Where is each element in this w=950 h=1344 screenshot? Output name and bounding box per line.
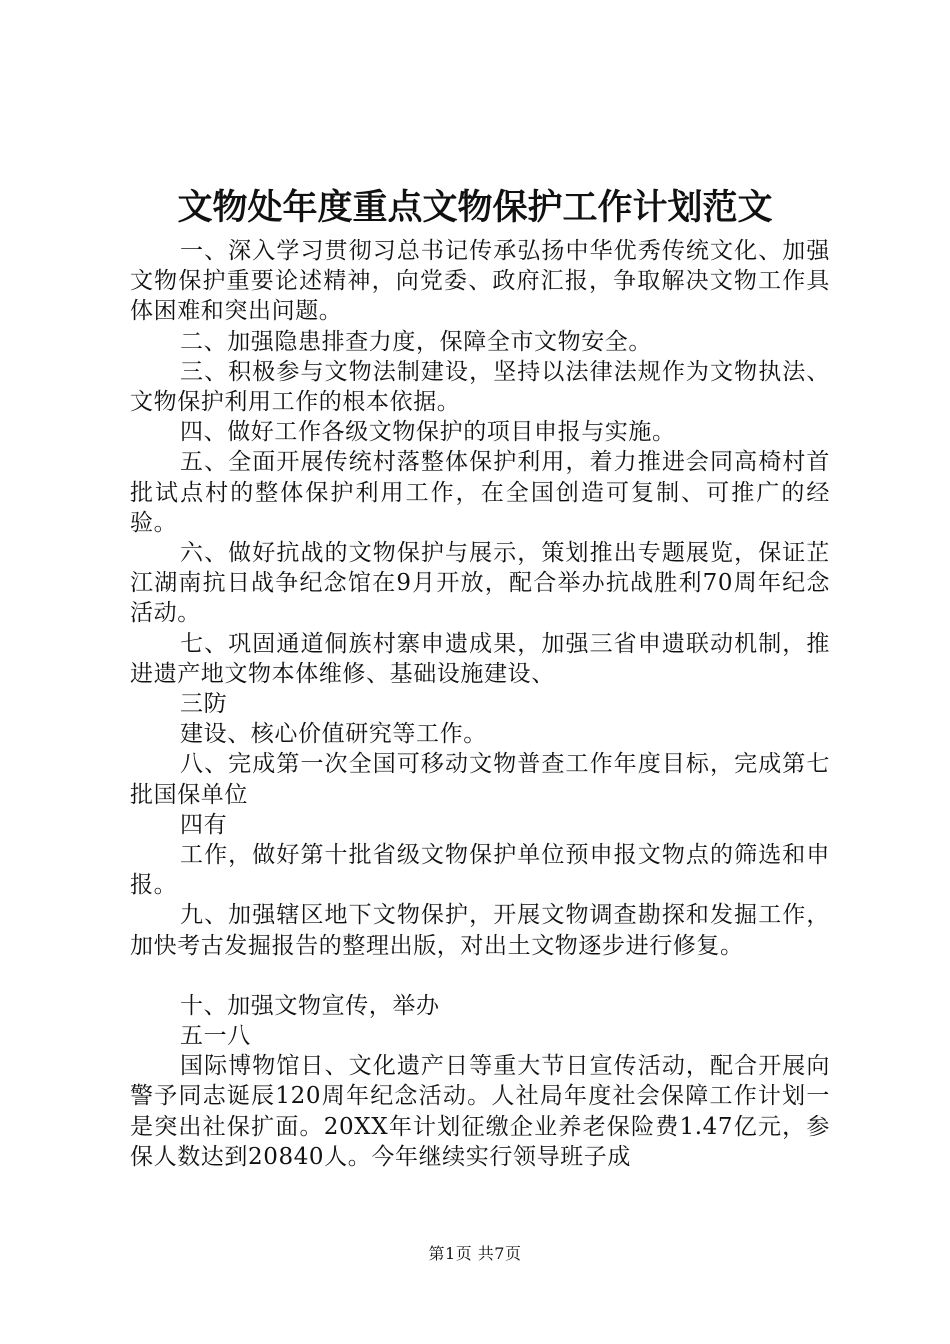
paragraph-6: 六、做好抗战的文物保护与展示，策划推出专题展览，保证芷江湖南抗日战争纪念馆在9月开放，配合举办抗战胜利70周年纪念活动。 [130, 540, 830, 627]
paragraph-5: 五、全面开展传统村落整体保护利用，着力推进会同高椅村首批试点村的整体保护利用工作，在全国创造可复制、可推广的经验。 [130, 449, 830, 536]
paragraph-15: 五一八 [180, 1023, 251, 1050]
document-body [130, 236, 830, 1172]
paragraph-10: 八、完成第一次全国可移动文物普查工作年度目标，完成第七批国保单位 [130, 751, 830, 808]
paragraph-12: 工作，做好第十批省级文物保护单位预申报文物点的筛选和申报。 [130, 842, 830, 899]
paragraph-2: 二、加强隐患排查力度，保障全市文物安全。 [180, 328, 652, 355]
page-number-footer: 第1页 共7页 [428, 1244, 522, 1263]
paragraph-11: 四有 [180, 811, 228, 838]
paragraph-14: 十、加强文物宣传，举办 [180, 992, 440, 1019]
paragraph-16: 国际博物馆日、文化遗产日等重大节日宣传活动，配合开展向警予同志诞辰120周年纪念活动。人社局年度社会保障工作计划一是突出社保扩面。20XX年计划征缴企业养老保险费1.47亿元，参保人数达到20840人。今年继续实行领导班子成 [130, 1053, 830, 1170]
paragraph-8: 三防 [180, 691, 228, 718]
paragraph-7: 七、巩固通道侗族村寨申遗成果，加强三省申遗联动机制，推进遗产地文物本体维修、基础设施建设、 [130, 630, 830, 687]
paragraph-9: 建设、核心价值研究等工作。 [180, 721, 487, 748]
paragraph-13: 九、加强辖区地下文物保护，开展文物调查勘探和发掘工作，加快考古发掘报告的整理出版，对出土文物逐步进行修复。 [130, 902, 830, 959]
paragraph-1: 一、深入学习贯彻习总书记传承弘扬中华优秀传统文化、加强文物保护重要论述精神，向党委、政府汇报，争取解决文物工作具体困难和突出问题。 [130, 238, 830, 325]
paragraph-4: 四、做好工作各级文物保护的项目申报与实施。 [180, 419, 676, 446]
document-title: 文物处年度重点文物保护工作计划范文 [177, 187, 773, 228]
paragraph-3: 三、积极参与文物法制建设，坚持以法律法规作为文物执法、文物保护利用工作的根本依据。 [130, 358, 830, 416]
